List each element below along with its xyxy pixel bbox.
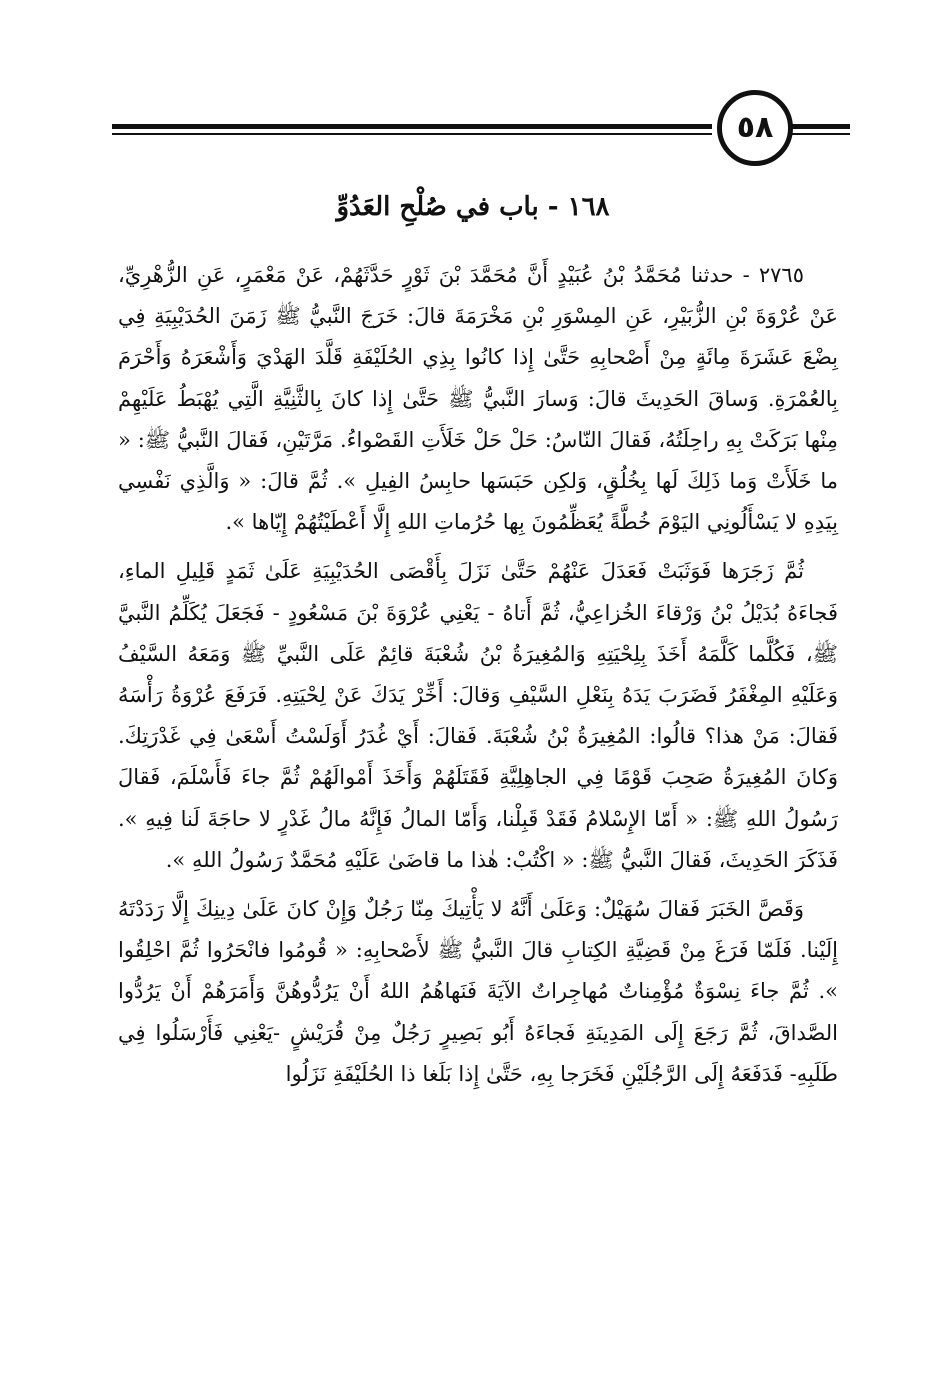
body-text	[118, 255, 838, 1103]
header-rule-tail-thin	[790, 133, 850, 135]
header-rule-thick	[112, 124, 712, 129]
header-rule-thin	[112, 133, 712, 135]
page-number-circle	[717, 90, 793, 166]
hadith-paragraph-2: ثُمَّ زَجَرَها فَوَثَبَتْ فَعَدَلَ عَنْهُمْ حَتَّىٰ نَزَلَ بِأَقْصَى الحُدَيْبِيَةِ عَلَىٰ ثَمَدٍ قَلِيلِ الماءِ، فَجاءَهُ بُدَيْلُ بْنُ وَرْقاءَ الخُزاعِيُّ، ثُمَّ أَتاهُ - يَعْنِي عُرْوَةَ بْنَ مَسْعُودٍ - فَجَعَلَ يُكَلِّمُ النَّبيَّ ﷺ، فَكُلَّما كَلَّمَهُ أَخَذَ بِلِحْيَتِهِ وَالمُغِيرَةُ بْنُ شُعْبَةَ قائِمٌ عَلَى النَّبيِّ ﷺ وَمَعَهُ السَّيْفُ وَعَلَيْهِ المِغْفَرُ فَضَرَبَ يَدَهُ بِنَعْلِ السَّيْفِ وَقالَ: أَخِّرْ يَدَكَ عَنْ لِحْيَتِهِ. فَرَفَعَ عُرْوَةُ رَأْسَهُ فَقالَ: مَنْ هذا؟ قالُوا: المُغِيرَةُ بْنُ شُعْبَةَ. فَقالَ: أَيْ غُدَرُ أَوَلَسْتُ أَسْعَىٰ فِي غَدْرَتِكَ. وَكانَ المُغِيرَةُ صَحِبَ قَوْمًا فِي الجاهِلِيَّةِ فَقَتَلَهُمْ وَأَخَذَ أَمْوالَهُمْ ثُمَّ جاءَ فَأَسْلَمَ، فَقالَ رَسُولُ اللهِ ﷺ: « أَمّا الإِسْلامُ فَقَدْ قَبِلْنا، وَأَمّا المالُ فَإِنَّهُ مالُ غَدْرٍ لا حاجَةَ لَنا فِيهِ ». فَذَكَرَ الحَدِيثَ، فَقالَ النَّبيُّ ﷺ: « اكْتُبْ: هٰذا ما قاضَىٰ عَلَيْهِ مُحَمَّدٌ رَسُولُ اللهِ ».	[118, 559, 838, 872]
chapter-title: ١٦٨ - باب في صُلْحِ العَدُوِّ	[336, 192, 610, 222]
hadith-paragraph-1: ٢٧٦٥ - حدثنا مُحَمَّدُ بْنُ عُبَيْدٍ أَنَّ مُحَمَّدَ بْنَ ثَوْرٍ حَدَّثَهُمْ، عَنْ مَعْمَرٍ، عَنِ الزُّهْرِيِّ، عَنْ عُرْوَةَ بْنِ الزُّبَيْرِ، عَنِ المِسْوَرِ بْنِ مَخْرَمَةَ قالَ: خَرَجَ النَّبيُّ ﷺ زَمَنَ الحُدَيْبِيَةِ فِي بِضْعَ عَشَرَةَ مِائَةٍ مِنْ أَصْحابِهِ حَتَّىٰ إِذا كانُوا بِذِي الحُلَيْفَةِ قَلَّدَ الهَدْيَ وَأَشْعَرَهُ وَأَحْرَمَ بِالعُمْرَةِ. وَساقَ الحَدِيثَ قالَ: وَسارَ النَّبيُّ ﷺ حَتَّىٰ إِذا كانَ بِالثَّنِيَّةِ الَّتِي يُهْبَطُ عَلَيْهِمْ مِنْها بَرَكَتْ بِهِ راحِلَتُهُ، فَقالَ النّاسُ: حَلْ حَلْ خَلَأَتِ القَصْواءُ. مَرَّتَيْنِ، فَقالَ النَّبيُّ ﷺ: « ما خَلَأَتْ وَما ذَلِكَ لَها بِخُلُقٍ، وَلكِن حَبَسَها حابِسُ الفِيلِ ». ثُمَّ قالَ: « وَالَّذِي نَفْسِي بِيَدِهِ لا يَسْأَلُونِي اليَوْمَ خُطَّةً يُعَظِّمُونَ بِها حُرُماتِ اللهِ إِلَّا أَعْطَيْتُهُمْ إِيّاها ».	[118, 263, 838, 535]
page-header	[0, 0, 946, 180]
page-number: ٥٨	[736, 110, 774, 145]
header-rule-tail-thick	[790, 124, 850, 129]
hadith-paragraph-3: وَقَصَّ الخَبَرَ فَقالَ سُهَيْلٌ: وَعَلَىٰ أَنَّهُ لا يَأْتِيكَ مِنّا رَجُلٌ وَإِنْ كانَ عَلَىٰ دِينِكَ إِلَّا رَدَدْتَهُ إِلَيْنا. فَلَمّا فَرَغَ مِنْ قَضِيَّةِ الكِتابِ قالَ النَّبيُّ ﷺ لأَصْحابِهِ: « قُومُوا فانْحَرُوا ثُمَّ احْلِقُوا ». ثُمَّ جاءَ نِسْوَةٌ مُؤْمِناتٌ مُهاجِراتٌ الآيَةَ فَنَهاهُمُ اللهُ أَنْ يَرُدُّوهُنَّ وَأَمَرَهُمْ أَنْ يَرُدُّوا الصَّداقَ، ثُمَّ رَجَعَ إِلَى المَدِينَةِ فَجاءَهُ أَبُو بَصِيرٍ رَجُلٌ مِنْ قُرَيْشٍ -يَعْنِي فَأَرْسَلُوا فِي طَلَبِهِ- فَدَفَعَهُ إِلَى الرَّجُلَيْنِ فَخَرَجا بِهِ، حَتَّىٰ إِذا بَلَغا ذا الحُلَيْفَةِ نَزَلُوا	[118, 897, 838, 1086]
